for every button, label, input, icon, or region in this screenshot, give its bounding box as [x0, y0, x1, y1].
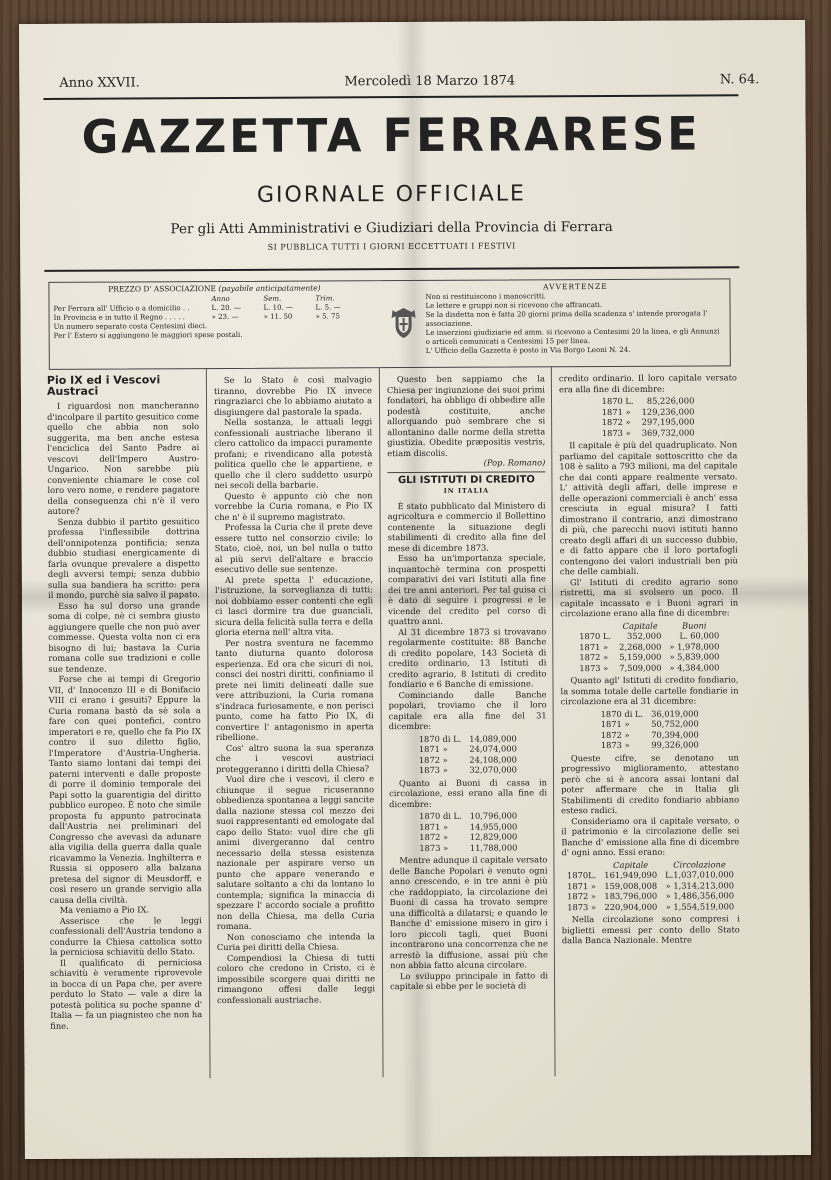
paragraph: Lo sviluppo principale in fatto di capitale si ebbe per le società di	[390, 969, 549, 992]
table-cell: 161,949,090	[604, 869, 658, 881]
popular-banks-capital-table	[415, 733, 521, 776]
table-cell: 1870 di L.	[600, 708, 644, 719]
price-row-label: Per Ferrara all' Ufficio o a domicilio . .	[53, 304, 190, 313]
paragraph: I riguardosi non mancheranno d'incolpare il partito gesuitico come quello che abbia non solo suggerita, ma ben anche estesa l'enciclica del Santo Padre ai vescovi dell'Impero Austro-Ungarico. Non sarebbe più conveniente chiamare le cose col loro vero nome, e rendere pagatore della conseguenza chi n'è il vero autore?	[47, 400, 200, 516]
table-cell: 1870L.	[567, 870, 597, 881]
table-row	[415, 821, 521, 832]
table-row	[563, 869, 738, 880]
table-cell: 7,509,000	[619, 662, 662, 673]
price-note: Per l' Estero si aggiungono le maggiori spese postali.	[53, 330, 243, 340]
table-cell: 10,796,000	[469, 810, 518, 821]
table-cell: 297,195,000	[641, 416, 695, 427]
column-rule	[206, 368, 211, 1078]
table-cell: 1873 »	[579, 662, 609, 673]
paragraph: Cominciando dalle Banche popolari, troviamo che il loro capitale era alla fine del 31 dicembre:	[388, 688, 547, 732]
table-row	[415, 764, 521, 775]
notice-line: Le inserzioni giudiziarie ed amm. si ricevono a Centesimi 20 la linea, e gli Annunzi o articoli comunicati a Centesimi 15 per linea.	[425, 327, 720, 346]
price-col-year: Anno	[211, 294, 230, 304]
paragraph: Forse che ai tempi di Gregorio VII, d' Innocenzo III e di Bonifacio VIII ci erano i gesuiti? Eppure la Curia romana bastò da sè sola a fare con quei pontefici, contro imperatori e re, quello che fa Pio IX contro il suo diletto figlio, l'Imperatore d'Austria-Ungheria. Tanto siamo lontani dai tempi dei paterni interventi e dalle proposte di porre il dominio temporale dei Papi sotto la guarentigia del diritto pubblico europeo. È noto che simile proposta fu appunto patrocinata dall'Austria nei preliminari del Congresso che avevasi da adunare alla vigilia della guerra dalla quale ricavammo la Venezia. Inghilterra e Russia si opposero alla balzana pretesa del signor di Meusdorff, e così resero un grande servigio alla causa della civiltà.	[48, 673, 202, 905]
paragraph: Al prete spetta l' educazione, l'istruzione, la sorveglianza di tutti; noi dobbiamo esser contenti che egli ci lasci dormire tra due guanciali, sicura della felicità sulla terra e della gloria eterna nell' altra vita.	[214, 573, 374, 638]
paragraph: Al 31 dicembre 1873 si trovavano regolarmente costituite: 88 Banche di credito popolare, 143 Società di credito ordinario, 13 Istituti di credito agrario, 8 Istituti di credito fondiario e 6 Banche di emissione.	[388, 625, 547, 690]
paragraph: Non conosciamo che intenda la Curia pei diritti della Chiesa.	[216, 930, 375, 953]
table-row	[575, 630, 723, 641]
price-row	[54, 312, 376, 323]
price-row-label: In Provincia e in tutto il Regno . . . . .	[53, 313, 185, 322]
table-cell: 50,752,000	[651, 718, 699, 729]
table-cell: 1872 »	[567, 891, 597, 902]
paragraph: Il capitale è più del quadruplicato. Non parliamo del capitale sottoscritto che da 108 è salito a 793 milioni, ma del capitale che dai conti appare realmente versato. L' attività degli affari, delle imprese e delle operazioni commerciali è anch' essa cresciuta in egual misura? I fatti dimostrano il contrario, anzi dimostrano di più, che parecchi nuovi istituti hanno creato degli affari di un successo dubbio, e di fatto appare che il loro portafogli contengono dei valori industriali ben più che delle cambiali.	[559, 439, 738, 577]
table-cell: 1871 »	[600, 718, 630, 730]
column-2	[214, 374, 375, 1005]
section-rule	[387, 471, 545, 473]
paragraph: Per nostra sventura ne facemmo tanto diuturna quanto dolorosa esperienza. Ed ora che sicuri di noi, consci dei nostri diritti, confiniamo il prete nei limiti delineati dalle sue vere attribuzioni, la Curia romana s'indraca furiosamente, e non perisci punto, come ha fatto Pio IX, di convertire l' antagonismo in aperta ribellione.	[215, 636, 374, 743]
table-row	[415, 733, 521, 744]
notices-title: AVVERTENZE	[543, 281, 608, 292]
table-row	[598, 406, 699, 417]
paragraph: credito ordinario. Il loro capitale versato era alla fine di dicembre:	[558, 372, 737, 394]
masthead-rule	[44, 266, 739, 272]
article-heading: GLI ISTITUTI DI CREDITO	[397, 473, 535, 486]
table-row	[597, 718, 703, 729]
notice-line: Le lettere e gruppi non si ricevono che affrancati.	[425, 301, 603, 310]
paragraph: Se lo Stato è così malvagio tiranno, dovrebbe Pio IX invece ringraziarci che lo abbiamo aiutato a disgiungere dal pastorale la spada.	[213, 374, 373, 417]
price-trim: L. 5. —	[315, 303, 341, 312]
price-year: » 23. —	[211, 312, 239, 322]
table-row	[563, 901, 738, 912]
table-cell: 24,074,000	[469, 743, 517, 754]
table-cell: » 1,978,000	[669, 640, 720, 652]
table-row	[597, 739, 703, 750]
table-cell: 70,394,000	[651, 729, 699, 740]
table-cell: 5,159,000	[619, 651, 662, 662]
table-cell: 1873 »	[418, 764, 448, 775]
table-cell: 1872 »	[600, 729, 630, 740]
paragraph: Il qualificato di perniciosa schiavitù è veramente riprovevole in bocca di un Papa che, per avere perduto lo Stato — vale a dire la potestà politica su poche spanne d' Italia — fa un piagnisteo che non ha fine.	[49, 956, 203, 1031]
paragraph: Gl' Istituti di credito agrario sono ristretti, ma si svolsero un poco. Il capitale incassato e i Buoni agrari in circolazione erano alla fine di dicembre:	[559, 575, 739, 619]
table-row	[415, 842, 521, 853]
price-col-sem: Sem.	[263, 294, 282, 303]
paragraph: Quanto agl' Istituti di credito fondiario, la somma totale delle cartelle fondiarie in circolazione era al 31 dicembre:	[560, 674, 739, 707]
source-signature: (Pop. Romano)	[483, 457, 546, 468]
paragraph: Queste cifre, se denotano un progressivo miglioramento, attestano però che si è ancora assai lontani dal poter affermare che in Italia gli Stabilimenti di credito fondiario abbiano esteso radici.	[560, 751, 740, 816]
table-row	[415, 831, 521, 842]
table-cell: 1871 »	[419, 821, 449, 832]
masthead-subtitle: GIORNALE OFFICIALE	[256, 181, 526, 208]
table-row	[575, 662, 723, 673]
paragraph: Asserisce che le leggi confessionali dell'Austria tendono a condurre la Chiesa cattolica sotto la perniciosa schiavitù dello Stato.	[49, 914, 202, 957]
paragraph: Nella sostanza, le attuali leggi confessionali austriache liberano il clero cattolico da impacci puramente profani; e rivendicano alla potestà politica quello che le appartiene, e quello che il clero suddetto usurpò nei secoli della barbarie.	[214, 416, 373, 491]
article-heading: Pio IX ed i Vescovi Austraci	[46, 373, 161, 398]
table-cell: 11,788,000	[469, 841, 518, 853]
agrarian-credit-table	[575, 620, 723, 673]
notice-line: Non si restituiscono i manoscritti.	[425, 292, 547, 301]
paragraph: Cos' altro suona la sua speranza che i vescovi austriaci proteggeranno i diritti della Chiesa?	[215, 741, 374, 774]
table-row	[415, 754, 521, 765]
table-cell: 352,000	[627, 630, 662, 641]
table-cell: 1872 »	[418, 754, 448, 765]
column-header: Buoni	[682, 619, 707, 631]
cash-bonds-table	[415, 810, 521, 853]
table-cell: 99,326,000	[651, 739, 699, 750]
paragraph: Questo ben sappiamo che la Chiesa per ingiunzione dei suoi primi fondatori, ha obbligo di obbedire alle podestà costituite, anche allorquando può sembrare che si allontanino dalle norme della stretta giustizia. Obedite præpositis vestris, etiam discolis.	[386, 373, 546, 458]
paragraph: Esso ha sul dorso una grande soma di colpe, nè ci sembra giusto aggiungere quelle che non può aver commesse. Questa volta non ci era bisogno di lui; bastava la Curia romana colle sue tradizioni e colle sue tendenze.	[48, 599, 201, 674]
paragraph: Questo è appunto ciò che non vorrebbe la Curia romana, e Pio IX che n' è il supremo magistrato.	[214, 489, 373, 522]
price-col-trim: Trim.	[315, 294, 335, 303]
table-cell: 1870 di L.	[418, 733, 462, 744]
table-cell: » 5,839,000	[669, 651, 720, 662]
top-rule	[43, 94, 738, 100]
table-cell: » 4,384,000	[669, 661, 720, 673]
column-4	[559, 372, 740, 945]
newspaper-page	[19, 20, 811, 1159]
table-cell: 1871 »	[567, 880, 596, 891]
paragraph: Mentre adunque il capitale versato delle Banche Popolari è venuto ogni anno crescendo, e in tre anni è più che raddoppiato, la circolazione dei Buoni di cassa ha trovato sempre una difficoltà a dilatarsi; e quando le Banche d' emissione misero in giro i loro piccoli tagli, quei Buoni incontrarono una concorrenza che ne arrestò la diffusione, assai più che non abbia fatto alcuna circolare.	[389, 854, 548, 971]
column-header: Capitale	[622, 620, 658, 631]
table-cell: 1872 »	[419, 831, 449, 842]
column-rule	[551, 366, 556, 1076]
issuing-banks-table	[563, 859, 738, 912]
paragraph: Vuol dire che i vescovi, il clero e chiunque il segue ricuseranno obbedienza spontanea a leggi sancite dalla nazione stessa col mezzo dei suoi rappresentanti ed emologate dal capo dello Stato: vuol dire che gli animi divergeranno dal centro necessario della stessa esistenza nazionale per aspirare verso un punto che appare venerando e salutare soltanto a chi da lontano lo contempla; significa la minaccia di spezzare l' accordo sociale a profitto non della Chiesa, ma della Curia romana.	[216, 773, 375, 932]
paragraph: Professa la Curia che il prete deve essere tutto nel consorzio civile; lo Stato, cioè, noi, un bel nulla o tutto al più servi dell'altare e braccio esecutivo delle sue sentenze.	[214, 521, 373, 575]
table-cell: 129,236,000	[641, 406, 695, 417]
year-label: Anno XXVII.	[59, 75, 140, 91]
table-header-row	[575, 620, 723, 631]
table-cell: 1873 »	[567, 901, 597, 912]
article-subheading: IN ITALIA	[443, 486, 490, 495]
table-cell: » 1,486,356,000	[665, 890, 735, 901]
table-cell: L.1,037,010,000	[665, 869, 734, 880]
price-year: L. 20. —	[211, 303, 242, 313]
paragraph: Senza dubbio il partito gesuitico professa l'inflessibile dottrina dell'onnipotenza pontificia; senza dubbio studiasi energicamente di farla ovunque prevalere a dispetto degli avversi tempi; senza dubbio sulla sua bandiera ha scritto: pera il mondo, purchè sia salvo il papato.	[47, 515, 200, 600]
paragraph: Compendiosi la Chiesa di tutti coloro che credono in Cristo, ci è impossibile scorgere quai diritti ne rimangono offesi dalle leggi confessionali austriache.	[216, 951, 376, 1005]
table-row	[575, 641, 723, 652]
column-header: Circolazione	[673, 858, 726, 870]
column-3	[387, 373, 548, 991]
issue-number: N. 64.	[719, 72, 760, 88]
price-title: PREZZO D' ASSOCIAZIONE	[108, 284, 217, 294]
table-row	[415, 810, 521, 821]
price-table	[53, 283, 375, 341]
table-row	[597, 708, 703, 719]
table-cell: 14,089,000	[469, 732, 517, 744]
table-cell: 220,904,000	[604, 901, 658, 912]
table-row	[415, 743, 521, 754]
ordinary-credit-capital-table	[598, 396, 699, 439]
price-note: Un numero separato costa Centesimi dieci.	[53, 322, 208, 331]
table-cell: L. 60,000	[679, 630, 720, 641]
masthead-title: GAZZETTA FERRARESE	[81, 106, 701, 164]
table-cell: 24,108,000	[469, 753, 517, 765]
table-cell: 1870 L.	[601, 395, 634, 407]
price-title-note: (payabile anticipatamente)	[218, 283, 321, 294]
table-cell: 85,226,000	[646, 395, 695, 406]
paragraph: Esso ha un'importanza speciale, inquantochè termina con prospetti comparativi dei vari Istituti alla fine dei tre anni anteriori. Per tal guisa ci è dato di seguire i progressi e le vicende del credito pel corso di quattro anni.	[387, 552, 547, 627]
table-cell: 1870 di L.	[419, 810, 462, 821]
table-cell: 36,019,000	[651, 708, 699, 719]
table-row	[575, 651, 723, 662]
subscription-box	[48, 278, 730, 370]
table-row	[597, 729, 703, 740]
paragraph: Quanto ai Buoni di cassa in circolazione, essi erano alla fine di dicembre:	[389, 776, 548, 809]
table-cell: » 1,554,519,000	[665, 900, 735, 912]
notices	[425, 281, 725, 356]
table-cell: 14,955,000	[469, 820, 518, 832]
column-rule	[379, 367, 384, 1077]
paragraph: Ma veniamo a Pio IX.	[59, 904, 150, 915]
column-1	[47, 375, 202, 1031]
table-cell: 1872 »	[579, 651, 609, 663]
paragraph: Nella circolazione sono compresi i biglietti emessi per conto dello Stato dalla Banca Nazionale. Mentre	[561, 913, 740, 946]
table-cell: 1873 »	[419, 842, 449, 853]
table-cell: 1873 »	[601, 427, 631, 438]
table-cell: 183,796,000	[604, 890, 658, 902]
table-cell: 12,829,000	[469, 831, 518, 842]
column-header: Capitale	[613, 859, 649, 870]
table-cell: 1871 »	[418, 743, 448, 754]
date-label: Mercoledì 18 Marzo 1874	[344, 73, 516, 90]
masthead-tagline: Per gli Atti Amministrativi e Giudiziari della Provincia di Ferrara	[170, 218, 613, 238]
price-sem: L. 10. —	[263, 303, 294, 312]
notice-line: Se la disdetta non è fatta 20 giorni prima della scadenza s' intende prorogata l' associazione.	[425, 309, 708, 328]
table-row	[598, 427, 699, 438]
price-sem: » 11. 50	[263, 312, 293, 321]
table-cell: 2,268,000	[619, 641, 662, 652]
paragraph: È stato pubblicato dal Ministero di agricoltura e commercio il Bollettino contenente la situazione degli stabilimenti di credito alla fine del mese di dicembre 1873.	[387, 499, 546, 553]
notice-line: L' Ufficio della Gazzetta è posto in Via Borgo Leoni N. 24.	[425, 345, 631, 355]
table-cell: » 1,314,213,000	[665, 879, 735, 891]
coat-of-arms-icon	[390, 306, 418, 340]
table-cell: 1872 »	[601, 416, 631, 428]
table-cell: 1870 L.	[579, 630, 612, 642]
price-trim: » 5. 75	[315, 312, 340, 321]
table-row	[563, 890, 738, 901]
land-credit-table	[597, 708, 703, 751]
dateline	[59, 72, 759, 91]
table-row	[598, 417, 699, 428]
table-cell: 1873 »	[600, 739, 630, 751]
table-cell: 159,008,008	[604, 880, 658, 891]
paragraph: Consideriamo ora il capitale versato, o il patrimonio e la circolazione delle sei Banche d' emissione alla fine di dicembre d' ogni anno. Essi erano:	[561, 814, 740, 858]
table-cell: 369,732,000	[641, 427, 695, 438]
table-cell: 1871 »	[579, 641, 609, 652]
table-cell: 32,070,000	[469, 764, 517, 775]
table-row	[598, 396, 699, 407]
publication-note: SI PUBBLICA TUTTI I GIORNI ECCETTUATI I FESTIVI	[267, 241, 516, 252]
table-cell: 1871 »	[601, 406, 631, 417]
